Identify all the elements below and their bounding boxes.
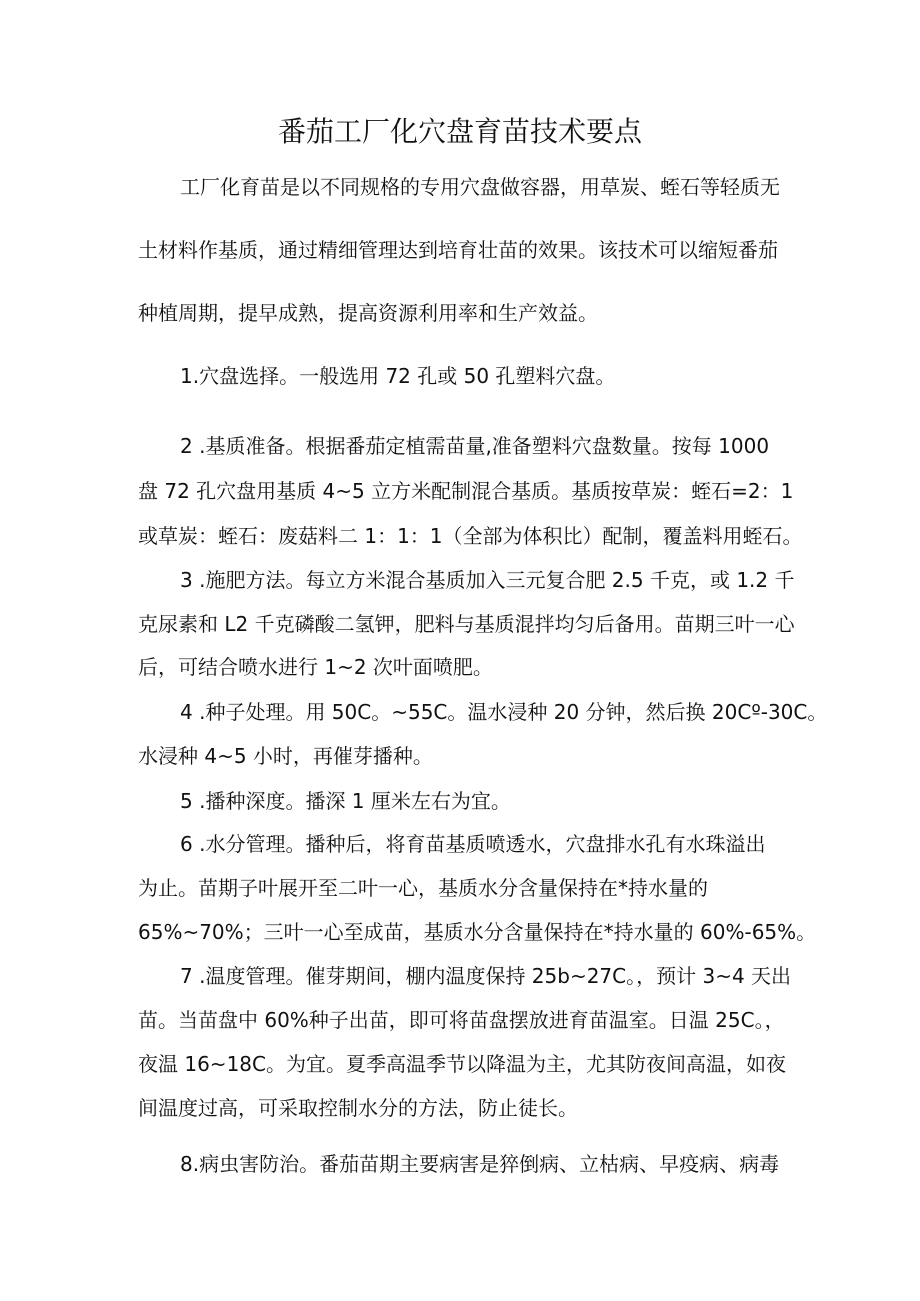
text-line: 种植周期，提早成熟，提高资源利用率和生产效益。: [138, 301, 598, 325]
text-line: 2 .基质准备。根据番茄定植需苗量,准备塑料穴盘数量。按每 1000: [180, 434, 770, 458]
text-line: 后，可结合喷水进行 1~2 次叶面喷肥。: [138, 655, 493, 679]
text-line: 6 .水分管理。播种后，将育苗基质喷透水，穴盘排水孔有水珠溢出: [180, 832, 766, 856]
text-line: 3 .施肥方法。每立方米混合基质加入三元复合肥 2.5 千克，或 1.2 千: [180, 568, 795, 592]
text-line: 工厂化育苗是以不同规格的专用穴盘做容器，用草炭、蛭石等轻质无: [180, 175, 780, 199]
text-line: 或草炭：蛭石：废菇料二 1：1：1（全部为体积比）配制，覆盖料用蛭石。: [138, 524, 803, 548]
text-line: 夜温 16~18C。为宜。夏季高温季节以降温为主，尤其防夜间高温，如夜: [138, 1052, 786, 1076]
text-line: 苗。当苗盘中 60%种子出苗，即可将苗盘摆放进育苗温室。日温 25C。，: [138, 1008, 785, 1032]
text-line: 8.病虫害防治。番茄苗期主要病害是猝倒病、立枯病、早疫病、病毒: [180, 1152, 780, 1176]
text-line: 4 .种子处理。用 50C。~55C。温水浸种 20 分钟，然后换 20Cº-30C。: [180, 700, 828, 724]
text-line: 1.穴盘选择。一般选用 72 孔或 50 孔塑料穴盘。: [180, 364, 616, 388]
text-line: 克尿素和 L2 千克磷酸二氢钾，肥料与基质混拌均匀后备用。苗期三叶一心: [138, 612, 795, 636]
text-line: 水浸种 4~5 小时，再催芽播种。: [138, 744, 433, 768]
text-line: 7 .温度管理。催芽期间，棚内温度保持 25b~27C。，预计 3~4 天出: [180, 964, 792, 988]
text-line: 盘 72 孔穴盘用基质 4~5 立方米配制混合基质。基质按草炭：蛭石=2：1: [138, 479, 794, 503]
text-line: 间温度过高，可采取控制水分的方法，防止徒长。: [138, 1096, 578, 1120]
text-line: 65%~70%；三叶一心至成苗，基质水分含量保持在*持水量的 60%-65%。: [138, 920, 817, 944]
document-title: 番茄工厂化穴盘育苗技术要点: [277, 115, 642, 148]
text-line: 为止。苗期子叶展开至二叶一心，基质水分含量保持在*持水量的: [138, 876, 708, 900]
text-line: 5 .播种深度。播深 1 厘米左右为宜。: [180, 789, 511, 813]
text-line: 土材料作基质，通过精细管理达到培育壮苗的效果。该技术可以缩短番茄: [138, 238, 778, 262]
